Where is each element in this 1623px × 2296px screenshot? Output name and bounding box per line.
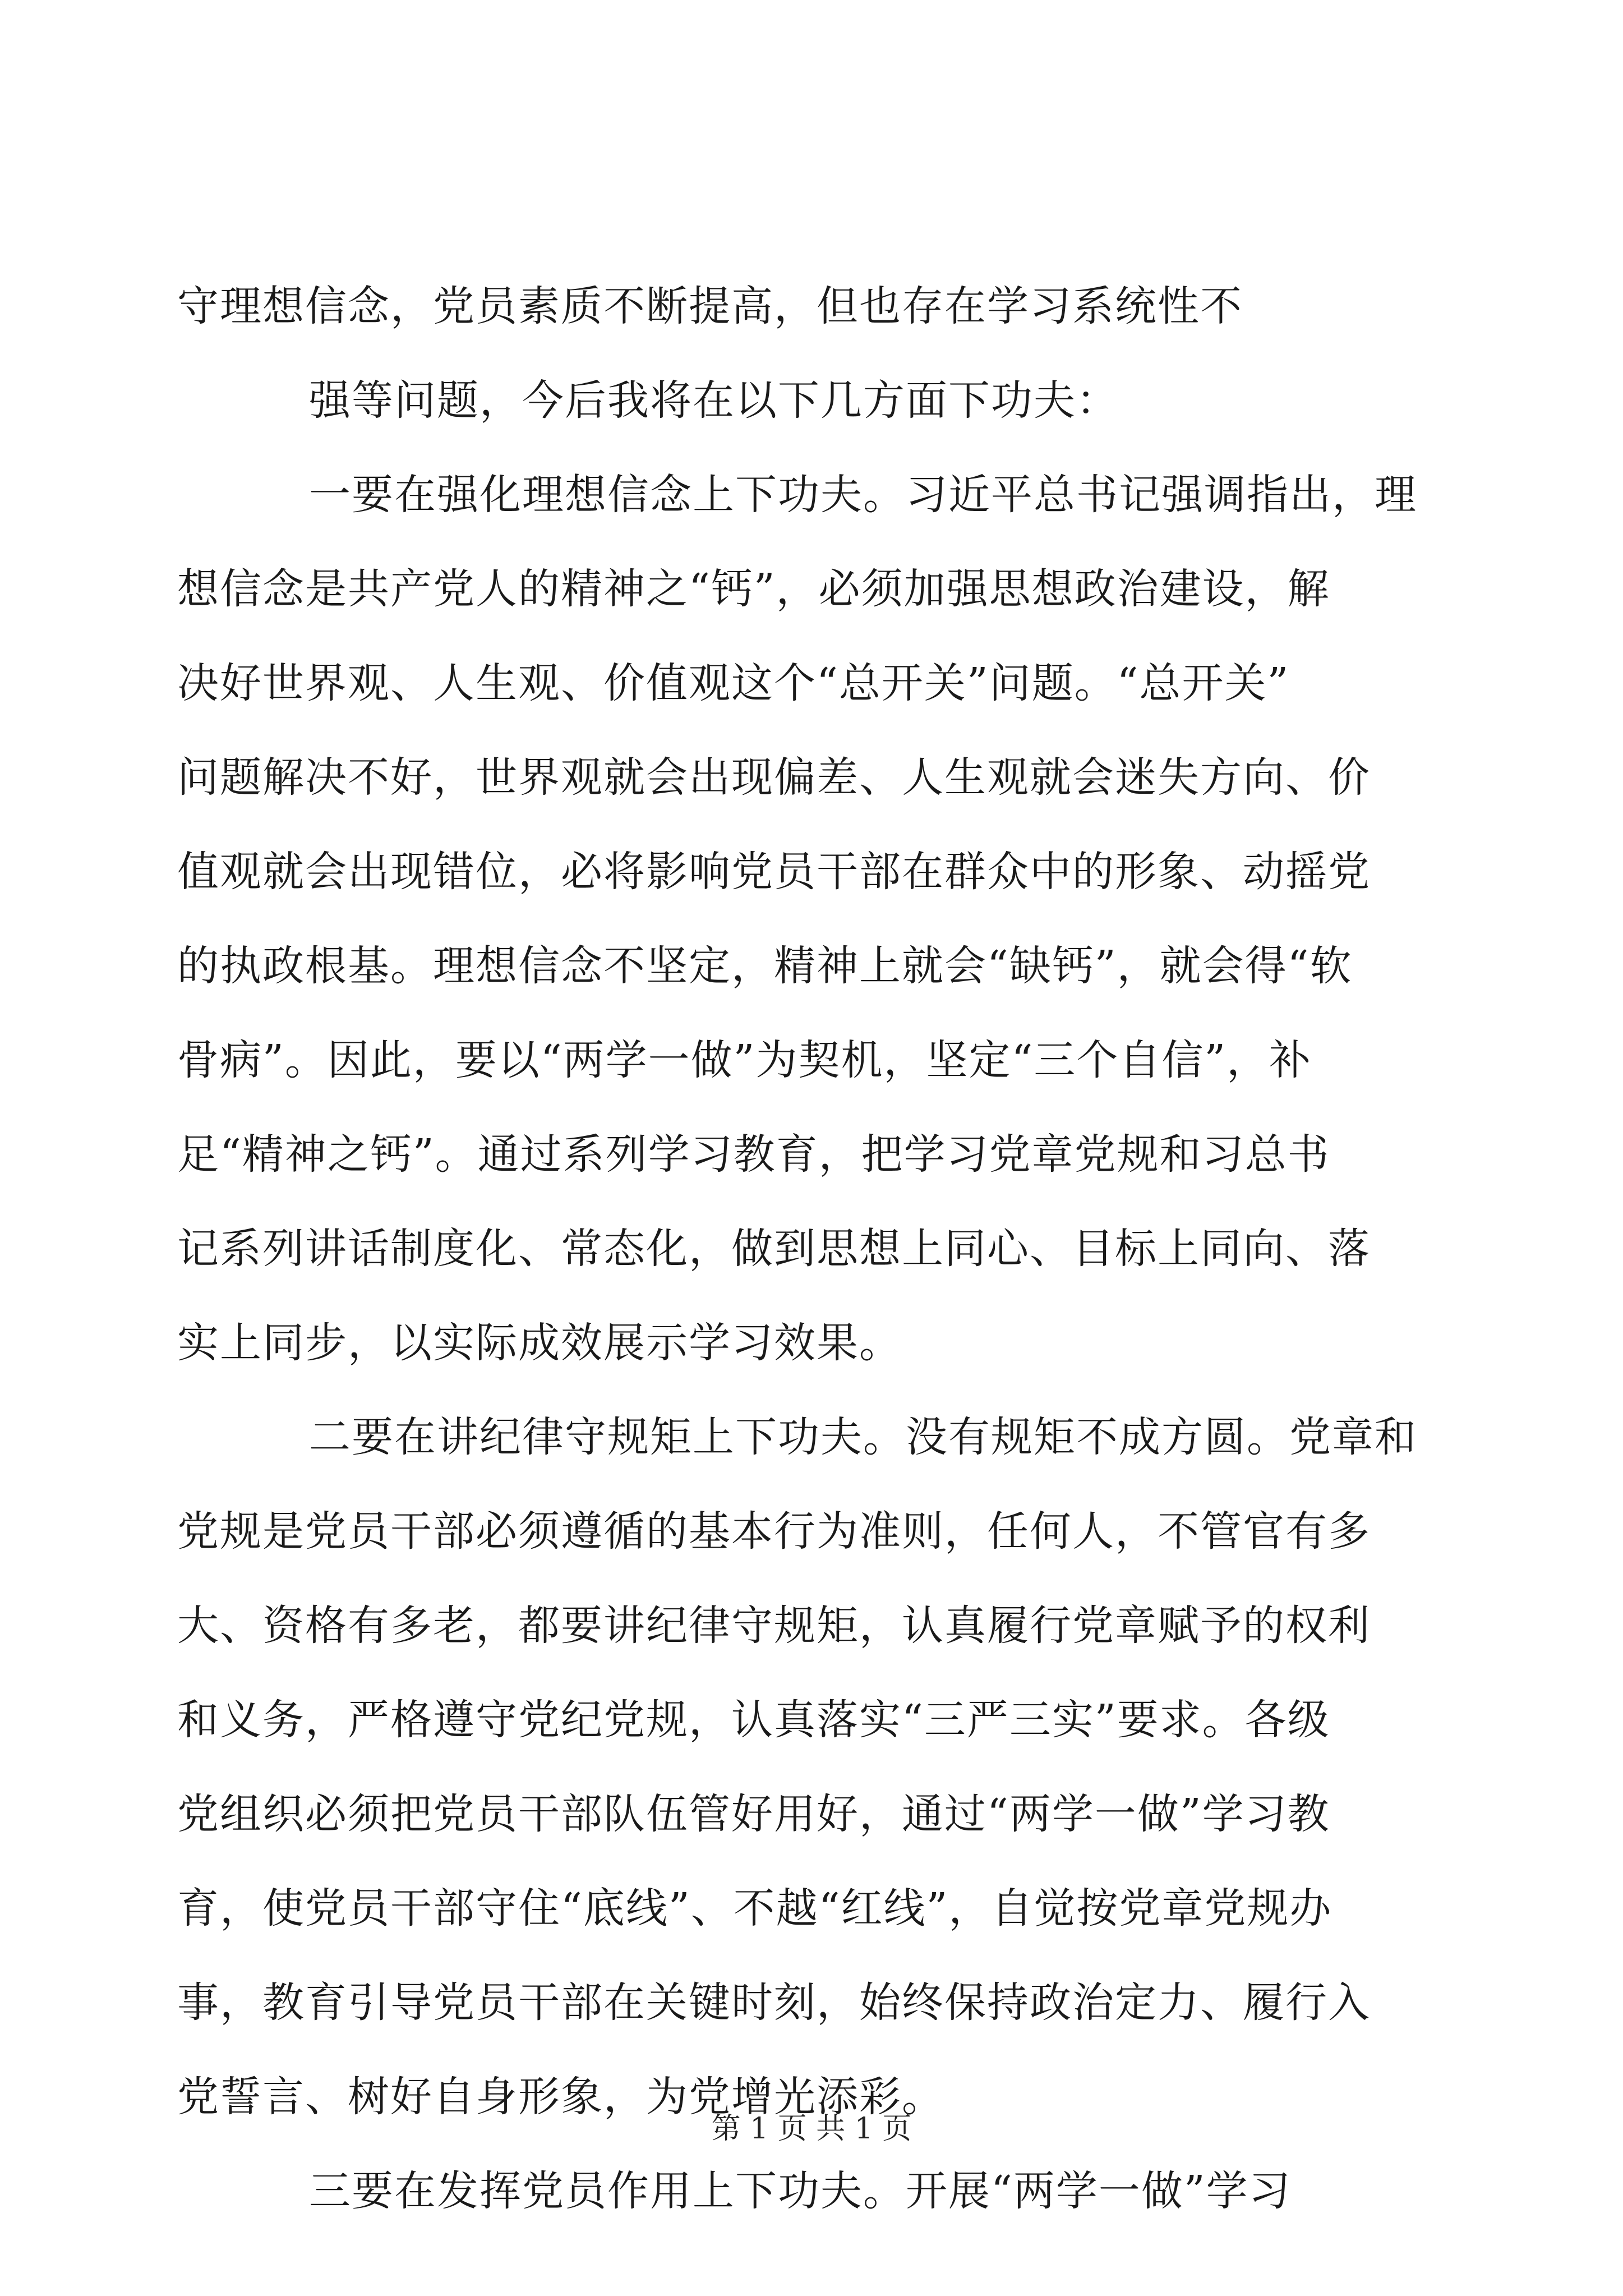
- text-line: 党规是党员干部必须遵循的基本行为准则，任何人，不管官有多: [177, 1507, 1371, 1556]
- text-line: 的执政根基。理想信念不坚定，精神上就会“缺钙”，就会得“软: [177, 942, 1353, 990]
- text-line: 强等问题，今后我将在以下几方面下功夫：: [309, 376, 1119, 425]
- document-body: [177, 259, 1461, 2238]
- text-line: 一要在强化理想信念上下功夫。习近平总书记强调指出，理: [309, 471, 1417, 519]
- text-line: 和义务，严格遵守党纪党规，认真落实“三严三实”要求。各级: [177, 1696, 1330, 1744]
- text-line: 三要在发挥党员作用上下功夫。开展“两学一做”学习: [309, 2167, 1292, 2215]
- text-line: 想信念是共产党人的精神之“钙”，必须加强思想政治建设，解: [177, 565, 1330, 613]
- text-line: 育，使党员干部守住“底线”、不越“红线”，自觉按党章党规办: [177, 1884, 1332, 1932]
- page-footer: 第 1 页 共 1 页: [711, 2112, 912, 2146]
- text-line: 大、资格有多老，都要讲纪律守规矩，认真履行党章赋予的权利: [177, 1602, 1371, 1650]
- text-line: 事，教育引导党员干部在关键时刻，始终保持政治定力、履行入: [177, 1978, 1371, 2027]
- text-line: 问题解决不好，世界观就会出现偏差、人生观就会迷失方向、价: [177, 753, 1371, 802]
- text-line: 记系列讲话制度化、常态化，做到思想上同心、目标上同向、落: [177, 1225, 1371, 1273]
- text-line: 党组织必须把党员干部队伍管好用好，通过“两学一做”学习教: [177, 1790, 1330, 1838]
- text-line: 值观就会出现错位，必将影响党员干部在群众中的形象、动摇党: [177, 848, 1371, 896]
- text-line: 党誓言、树好自身形象，为党增光添彩。: [177, 2073, 944, 2121]
- text-line: 足“精神之钙”。通过系列学习教育，把学习党章党规和习总书: [177, 1130, 1330, 1179]
- text-line: 实上同步，以实际成效展示学习效果。: [177, 1319, 902, 1367]
- text-line: 骨病”。因此，要以“两学一做”为契机，坚定“三个自信”，补: [177, 1036, 1312, 1084]
- text-line: 二要在讲纪律守规矩上下功夫。没有规矩不成方圆。党章和: [309, 1413, 1417, 1461]
- text-line: 决好世界观、人生观、价值观这个“总开关”问题。“总开关”: [177, 659, 1290, 707]
- text-line: 守理想信念，党员素质不断提高，但也存在学习系统性不: [177, 282, 1243, 330]
